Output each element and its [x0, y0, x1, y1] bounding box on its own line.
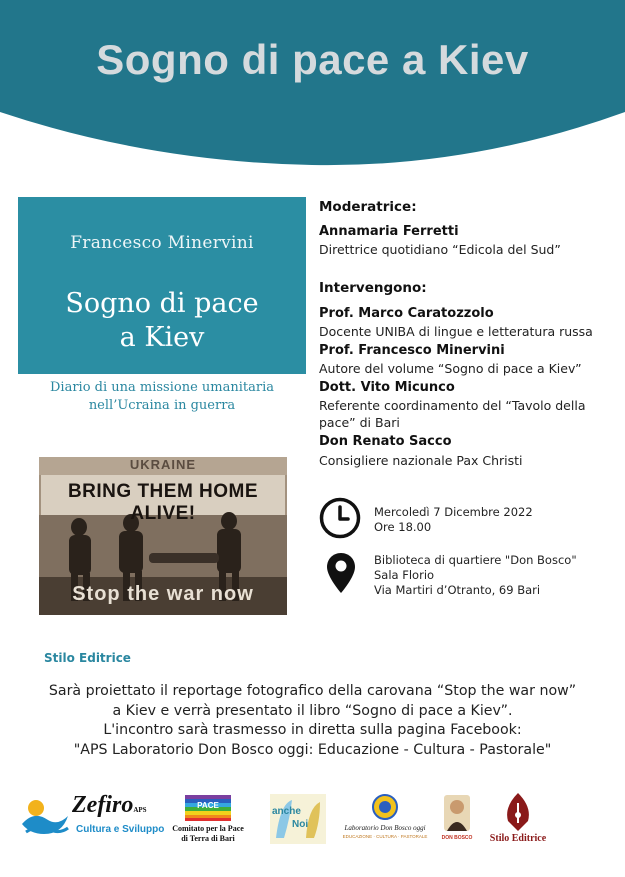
stilo-name: Stilo Editrice [489, 833, 547, 844]
don-bosco-portrait-icon [440, 793, 474, 833]
description-line: Sarà proiettato il reportage fotografico della carovana “Stop the war now” [48, 683, 577, 699]
stilo-editrice-logo [486, 793, 550, 847]
laboratorio-tagline: EDUCAZIONE · CULTURA · PASTORALE [342, 834, 428, 839]
zefiro-tagline: Cultura e Sviluppo [76, 824, 165, 835]
description-line: a Kiev e verrà presentato il libro “Sogno di pace a Kiev”. [112, 702, 513, 719]
anche-noi-logo [270, 794, 326, 844]
speaker-role-line2: pace” di Bari [319, 415, 400, 430]
event-time: Ore 18.00 [374, 520, 432, 534]
venue-address: Via Martiri d’Otranto, 69 Bari [374, 583, 541, 597]
description-line: "APS Laboratorio Don Bosco oggi: Educazione - Cultura - Pastorale" [73, 741, 552, 758]
stilo-pen-nib-icon [504, 793, 532, 831]
pace-line1: Comitato per la Pace [172, 824, 244, 833]
speaker-role: Referente coordinamento del “Tavolo della [319, 398, 586, 413]
speaker-role: Docente UNIBA di lingue e letteratura russa [319, 324, 593, 339]
don-bosco-logo [440, 793, 474, 845]
moderator-label: Moderatrice: [319, 199, 417, 215]
location-pin-icon [327, 553, 355, 593]
photo-bottom-text: Stop the war now [72, 583, 254, 605]
laboratorio-don-bosco-logo [340, 794, 430, 844]
book-title-line2: a Kiev [119, 322, 205, 353]
book-subtitle-line2: nell’Ucraina in guerra [88, 398, 236, 413]
book-subtitle [18, 379, 306, 415]
pace-committee-logo [168, 795, 248, 845]
speaker-name: Don Renato Sacco [319, 434, 452, 449]
speaker-name: Prof. Marco Caratozzolo [319, 306, 494, 321]
speaker-role: Consigliere nazionale Pax Christi [319, 453, 523, 468]
protest-photo [39, 457, 287, 615]
moderator-name: Annamaria Ferretti [319, 224, 459, 239]
clock-icon [319, 497, 361, 539]
photo-banner-text: BRING THEM HOME ALIVE! [67, 481, 259, 524]
book-title-line1: Sogno di pace [65, 288, 259, 319]
speakers-label: Intervengono: [319, 280, 427, 296]
speaker-role: Autore del volume “Sogno di pace a Kiev” [319, 361, 582, 376]
speaker-name: Dott. Vito Micunco [319, 380, 455, 395]
pace-flag-text: PACE [197, 801, 219, 810]
book-cover [18, 197, 306, 374]
zefiro-wave-icon [20, 794, 70, 840]
venue-room: Sala Florio [374, 568, 435, 582]
noi-text: Noi [292, 819, 309, 830]
book-title [18, 287, 306, 355]
publisher-label: Stilo Editrice [44, 651, 131, 665]
zefiro-logo [20, 792, 165, 842]
page-title: Sogno di pace a Kiev [96, 36, 529, 83]
event-date: Mercoledì 7 Dicembre 2022 [374, 505, 533, 519]
laboratorio-name: Laboratorio Don Bosco oggi [344, 824, 426, 832]
book-subtitle-line1: Diario di una missione umanitaria [50, 380, 274, 395]
zefiro-aps: APS [133, 806, 147, 814]
speaker-name: Prof. Francesco Minervini [319, 343, 505, 358]
description-line: L'incontro sarà trasmesso in diretta sulla pagina Facebook: [103, 722, 522, 738]
zefiro-name: Zefiro [72, 792, 134, 818]
venue-name: Biblioteca di quartiere "Don Bosco" [374, 553, 577, 567]
anche-text: anche [272, 806, 301, 817]
header-banner [0, 0, 625, 170]
photo-banner-top: UKRAINE [129, 457, 197, 472]
book-author: Francesco Minervini [70, 233, 254, 253]
moderator-role: Direttrice quotidiano “Edicola del Sud” [319, 242, 561, 257]
pace-line2: di Terra di Bari [181, 834, 235, 843]
laboratorio-emblem-icon [372, 794, 398, 820]
event-description [0, 682, 625, 760]
header-wave-shape [0, 0, 625, 170]
don-bosco-label: DON BOSCO [441, 835, 473, 841]
